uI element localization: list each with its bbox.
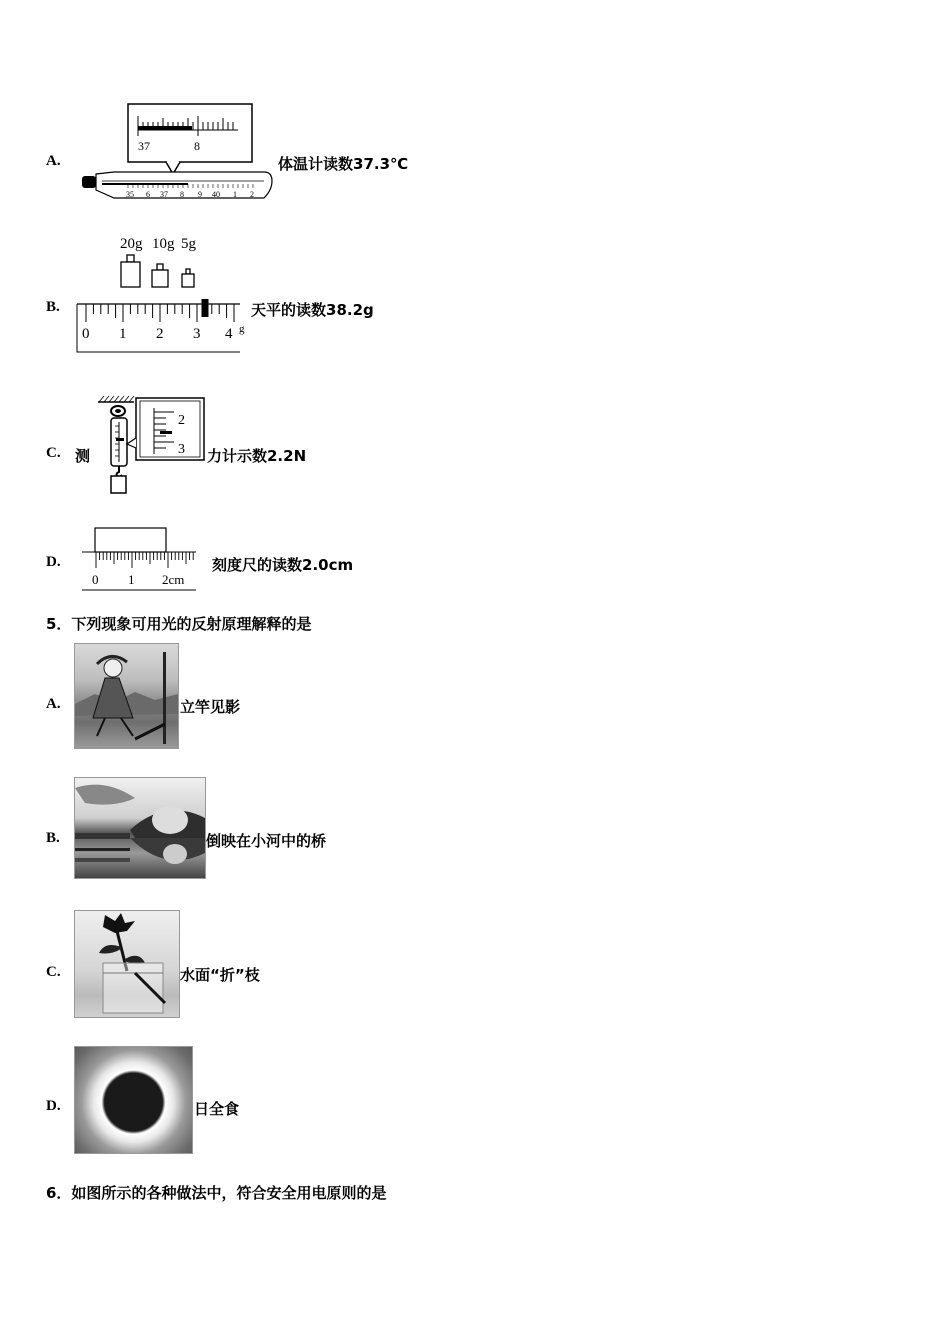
option-b-letter: B. — [46, 299, 60, 315]
balance-tick-1: 1 — [119, 326, 127, 342]
q5-option-d-label: 日全食 — [194, 1100, 240, 1118]
q5-option-b-letter: B. — [46, 830, 60, 846]
q5-option-a-label: 立竿见影 — [180, 698, 241, 716]
balance-tick-3: 3 — [193, 326, 201, 342]
spring-tick-3: 3 — [178, 442, 185, 457]
weight-label-5g: 5g — [181, 236, 196, 252]
scale-tick-8: 8 — [180, 190, 184, 199]
balance-tick-2: 2 — [156, 326, 164, 342]
spring-scale-figure — [94, 392, 208, 496]
option-c-label: 力计示数2.2N — [207, 447, 307, 465]
solar-eclipse-image — [74, 1046, 193, 1154]
bridge-reflection-image — [74, 777, 206, 879]
option-d-letter: D. — [46, 554, 61, 570]
spring-tick-2: 2 — [178, 413, 185, 428]
scale-tick-6: 6 — [146, 190, 150, 199]
thermometer-figure — [78, 100, 274, 204]
girl-pole-shadow-image — [74, 643, 179, 749]
balance-figure — [74, 232, 254, 356]
ruler-tick-1: 1 — [128, 572, 135, 587]
ruler-tick-0: 0 — [92, 572, 99, 587]
scale-tick-2: 2 — [250, 190, 254, 199]
balance-unit: g — [239, 323, 245, 335]
option-c-letter: C. — [46, 445, 61, 461]
scale-tick-35: 35 — [126, 190, 134, 199]
scale-tick-1: 1 — [233, 190, 237, 199]
question-6-text: 6．如图所示的各种做法中，符合安全用电原则的是 — [46, 1184, 387, 1202]
scale-tick-40: 40 — [212, 190, 220, 199]
ruler-figure — [78, 524, 202, 596]
balance-tick-0: 0 — [82, 326, 90, 342]
option-b-label: 天平的读数38.2g — [251, 301, 374, 319]
ruler-tick-2cm: 2cm — [162, 572, 185, 587]
balance-tick-4: 4 — [225, 326, 233, 342]
q5-option-c-letter: C. — [46, 964, 61, 980]
option-a-letter: A. — [46, 153, 61, 169]
q5-option-c-label: 水面“折”枝 — [180, 966, 260, 984]
weight-label-10g: 10g — [152, 236, 175, 252]
zoom-tick-8: 8 — [194, 139, 200, 153]
scale-tick-37: 37 — [160, 190, 168, 199]
option-a-label: 体温计读数37.3℃ — [278, 155, 409, 173]
flower-in-water-image — [74, 910, 180, 1018]
weight-label-20g: 20g — [120, 236, 143, 252]
scale-tick-9: 9 — [198, 190, 202, 199]
option-d-label: 刻度尺的读数2.0cm — [212, 556, 354, 574]
zoom-tick-37: 37 — [138, 139, 150, 153]
q5-option-a-letter: A. — [46, 696, 61, 712]
q5-option-d-letter: D. — [46, 1098, 61, 1114]
q5-option-b-label: 倒映在小河中的桥 — [206, 832, 327, 850]
question-5-text: 5．下列现象可用光的反射原理解释的是 — [46, 615, 312, 633]
option-c-prefix: 测 — [75, 447, 91, 465]
